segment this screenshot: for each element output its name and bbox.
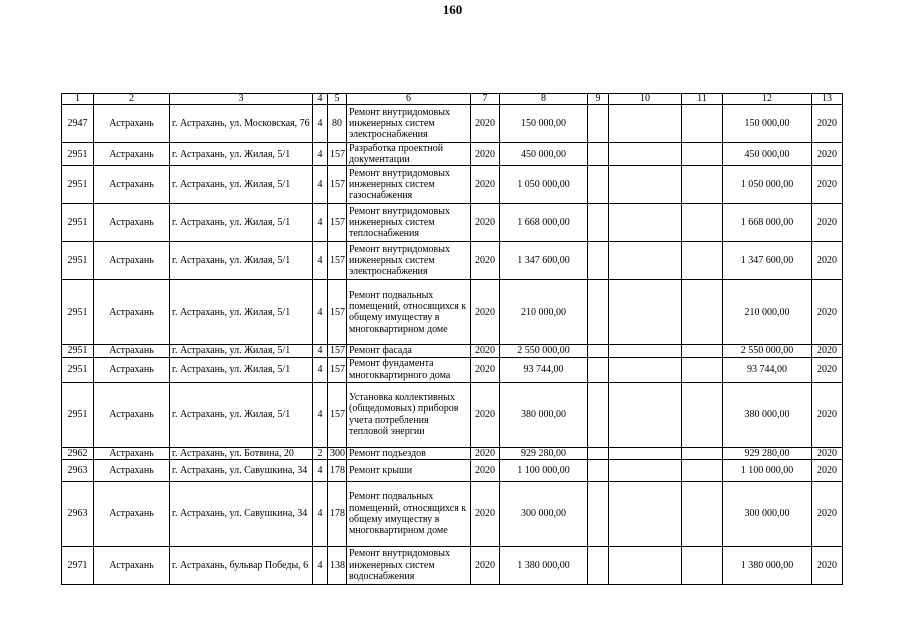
col9-cell: [588, 166, 609, 204]
column-header: 1: [62, 94, 94, 105]
apartments-cell: 157: [328, 357, 347, 382]
col10-cell: [609, 204, 682, 242]
end-year-cell: 2020: [812, 105, 843, 143]
row-id-cell: 2971: [62, 546, 94, 584]
table-row: [62, 459, 843, 481]
apartments-cell: 300: [328, 447, 347, 459]
table-row: [62, 481, 843, 546]
cost-cell: 1 347 600,00: [500, 242, 588, 280]
col11-cell: [682, 204, 723, 242]
apartments-cell: 178: [328, 481, 347, 546]
apartments-cell: 157: [328, 143, 347, 166]
col10-cell: [609, 280, 682, 345]
table-row: [62, 280, 843, 345]
work-type-cell: Ремонт подвальных помещений, относящихся к общему имуществу в многоквартирном доме: [347, 280, 471, 345]
col9-cell: [588, 280, 609, 345]
address-cell: г. Астрахань, ул. Савушкина, 34: [170, 481, 313, 546]
start-year-cell: 2020: [471, 345, 500, 357]
end-year-cell: 2020: [812, 166, 843, 204]
table-body: [62, 105, 843, 585]
start-year-cell: 2020: [471, 143, 500, 166]
row-id-cell: 2951: [62, 204, 94, 242]
total-cost-cell: 1 100 000,00: [723, 459, 812, 481]
col10-cell: [609, 481, 682, 546]
table-row: [62, 345, 843, 357]
locality-cell: Астрахань: [94, 357, 170, 382]
col11-cell: [682, 357, 723, 382]
end-year-cell: 2020: [812, 143, 843, 166]
col11-cell: [682, 143, 723, 166]
start-year-cell: 2020: [471, 105, 500, 143]
column-header: 5: [328, 94, 347, 105]
col9-cell: [588, 546, 609, 584]
end-year-cell: 2020: [812, 382, 843, 447]
col9-cell: [588, 242, 609, 280]
floors-cell: 4: [313, 166, 328, 204]
locality-cell: Астрахань: [94, 143, 170, 166]
apartments-cell: 157: [328, 204, 347, 242]
floors-cell: 4: [313, 382, 328, 447]
col11-cell: [682, 345, 723, 357]
col11-cell: [682, 459, 723, 481]
address-cell: г. Астрахань, ул. Жилая, 5/1: [170, 280, 313, 345]
row-id-cell: 2963: [62, 481, 94, 546]
column-header: 9: [588, 94, 609, 105]
locality-cell: Астрахань: [94, 459, 170, 481]
cost-cell: 1 100 000,00: [500, 459, 588, 481]
work-type-cell: Ремонт фундамента многоквартирного дома: [347, 357, 471, 382]
row-id-cell: 2962: [62, 447, 94, 459]
col11-cell: [682, 546, 723, 584]
col10-cell: [609, 166, 682, 204]
end-year-cell: 2020: [812, 357, 843, 382]
col9-cell: [588, 382, 609, 447]
col10-cell: [609, 105, 682, 143]
work-type-cell: Ремонт крыши: [347, 459, 471, 481]
table-row: [62, 546, 843, 584]
start-year-cell: 2020: [471, 546, 500, 584]
locality-cell: Астрахань: [94, 204, 170, 242]
table-row: [62, 204, 843, 242]
address-cell: г. Астрахань, ул. Жилая, 5/1: [170, 357, 313, 382]
col9-cell: [588, 105, 609, 143]
column-header: 7: [471, 94, 500, 105]
address-cell: г. Астрахань, ул. Жилая, 5/1: [170, 143, 313, 166]
work-type-cell: Ремонт внутридомовых инженерных систем газоснабжения: [347, 166, 471, 204]
address-cell: г. Астрахань, ул. Савушкина, 34: [170, 459, 313, 481]
floors-cell: 4: [313, 546, 328, 584]
row-id-cell: 2951: [62, 357, 94, 382]
column-header: 2: [94, 94, 170, 105]
column-header: 13: [812, 94, 843, 105]
column-header: 6: [347, 94, 471, 105]
end-year-cell: 2020: [812, 280, 843, 345]
total-cost-cell: 1 050 000,00: [723, 166, 812, 204]
table-row: [62, 357, 843, 382]
locality-cell: Астрахань: [94, 382, 170, 447]
start-year-cell: 2020: [471, 242, 500, 280]
start-year-cell: 2020: [471, 481, 500, 546]
column-header: 8: [500, 94, 588, 105]
floors-cell: 4: [313, 345, 328, 357]
total-cost-cell: 2 550 000,00: [723, 345, 812, 357]
col10-cell: [609, 546, 682, 584]
col11-cell: [682, 382, 723, 447]
end-year-cell: 2020: [812, 242, 843, 280]
end-year-cell: 2020: [812, 546, 843, 584]
address-cell: г. Астрахань, ул. Ботвина, 20: [170, 447, 313, 459]
row-id-cell: 2951: [62, 382, 94, 447]
column-header: 11: [682, 94, 723, 105]
repair-program-table: [61, 93, 843, 585]
floors-cell: 2: [313, 447, 328, 459]
table-row: [62, 105, 843, 143]
row-id-cell: 2951: [62, 345, 94, 357]
apartments-cell: 138: [328, 546, 347, 584]
col9-cell: [588, 357, 609, 382]
work-type-cell: Разработка проектной документации: [347, 143, 471, 166]
address-cell: г. Астрахань, ул. Жилая, 5/1: [170, 166, 313, 204]
locality-cell: Астрахань: [94, 242, 170, 280]
start-year-cell: 2020: [471, 382, 500, 447]
total-cost-cell: 380 000,00: [723, 382, 812, 447]
address-cell: г. Астрахань, ул. Жилая, 5/1: [170, 345, 313, 357]
address-cell: г. Астрахань, ул. Московская, 76: [170, 105, 313, 143]
col10-cell: [609, 345, 682, 357]
end-year-cell: 2020: [812, 204, 843, 242]
col9-cell: [588, 459, 609, 481]
work-type-cell: Ремонт подъездов: [347, 447, 471, 459]
total-cost-cell: 1 380 000,00: [723, 546, 812, 584]
locality-cell: Астрахань: [94, 447, 170, 459]
total-cost-cell: 150 000,00: [723, 105, 812, 143]
end-year-cell: 2020: [812, 447, 843, 459]
start-year-cell: 2020: [471, 459, 500, 481]
table-row: [62, 143, 843, 166]
col10-cell: [609, 242, 682, 280]
column-number-row: [62, 94, 843, 105]
row-id-cell: 2951: [62, 242, 94, 280]
floors-cell: 4: [313, 357, 328, 382]
cost-cell: 1 050 000,00: [500, 166, 588, 204]
work-type-cell: Ремонт подвальных помещений, относящихся к общему имуществу в многоквартирном доме: [347, 481, 471, 546]
apartments-cell: 157: [328, 345, 347, 357]
apartments-cell: 157: [328, 382, 347, 447]
col10-cell: [609, 459, 682, 481]
col10-cell: [609, 447, 682, 459]
work-type-cell: Ремонт внутридомовых инженерных систем электроснабжения: [347, 242, 471, 280]
col9-cell: [588, 204, 609, 242]
cost-cell: 380 000,00: [500, 382, 588, 447]
col11-cell: [682, 166, 723, 204]
cost-cell: 1 668 000,00: [500, 204, 588, 242]
work-type-cell: Установка коллективных (общедомовых) приборов учета потребления тепловой энергии: [347, 382, 471, 447]
column-header: 10: [609, 94, 682, 105]
col11-cell: [682, 105, 723, 143]
apartments-cell: 157: [328, 166, 347, 204]
table-row: [62, 447, 843, 459]
table-row: [62, 166, 843, 204]
col9-cell: [588, 447, 609, 459]
locality-cell: Астрахань: [94, 105, 170, 143]
column-header: 3: [170, 94, 313, 105]
floors-cell: 4: [313, 481, 328, 546]
locality-cell: Астрахань: [94, 546, 170, 584]
column-header: 4: [313, 94, 328, 105]
total-cost-cell: 929 280,00: [723, 447, 812, 459]
apartments-cell: 178: [328, 459, 347, 481]
floors-cell: 4: [313, 242, 328, 280]
col11-cell: [682, 481, 723, 546]
row-id-cell: 2963: [62, 459, 94, 481]
floors-cell: 4: [313, 105, 328, 143]
start-year-cell: 2020: [471, 166, 500, 204]
row-id-cell: 2951: [62, 143, 94, 166]
cost-cell: 93 744,00: [500, 357, 588, 382]
work-type-cell: Ремонт внутридомовых инженерных систем теплоснабжения: [347, 204, 471, 242]
total-cost-cell: 450 000,00: [723, 143, 812, 166]
locality-cell: Астрахань: [94, 166, 170, 204]
total-cost-cell: 300 000,00: [723, 481, 812, 546]
cost-cell: 929 280,00: [500, 447, 588, 459]
row-id-cell: 2951: [62, 166, 94, 204]
col11-cell: [682, 242, 723, 280]
start-year-cell: 2020: [471, 357, 500, 382]
col9-cell: [588, 143, 609, 166]
table-row: [62, 242, 843, 280]
apartments-cell: 80: [328, 105, 347, 143]
locality-cell: Астрахань: [94, 481, 170, 546]
col10-cell: [609, 143, 682, 166]
floors-cell: 4: [313, 143, 328, 166]
apartments-cell: 157: [328, 242, 347, 280]
start-year-cell: 2020: [471, 447, 500, 459]
col9-cell: [588, 345, 609, 357]
end-year-cell: 2020: [812, 459, 843, 481]
end-year-cell: 2020: [812, 481, 843, 546]
address-cell: г. Астрахань, ул. Жилая, 5/1: [170, 242, 313, 280]
total-cost-cell: 1 347 600,00: [723, 242, 812, 280]
floors-cell: 4: [313, 204, 328, 242]
total-cost-cell: 210 000,00: [723, 280, 812, 345]
total-cost-cell: 93 744,00: [723, 357, 812, 382]
col10-cell: [609, 382, 682, 447]
locality-cell: Астрахань: [94, 280, 170, 345]
address-cell: г. Астрахань, бульвар Победы, 6: [170, 546, 313, 584]
cost-cell: 210 000,00: [500, 280, 588, 345]
col11-cell: [682, 280, 723, 345]
col11-cell: [682, 447, 723, 459]
column-header: 12: [723, 94, 812, 105]
address-cell: г. Астрахань, ул. Жилая, 5/1: [170, 382, 313, 447]
start-year-cell: 2020: [471, 280, 500, 345]
total-cost-cell: 1 668 000,00: [723, 204, 812, 242]
floors-cell: 4: [313, 459, 328, 481]
page-number: 160: [442, 2, 463, 17]
cost-cell: 150 000,00: [500, 105, 588, 143]
row-id-cell: 2951: [62, 280, 94, 345]
apartments-cell: 157: [328, 280, 347, 345]
end-year-cell: 2020: [812, 345, 843, 357]
work-type-cell: Ремонт внутридомовых инженерных систем водоснабжения: [347, 546, 471, 584]
cost-cell: 1 380 000,00: [500, 546, 588, 584]
cost-cell: 450 000,00: [500, 143, 588, 166]
table-row: [62, 382, 843, 447]
start-year-cell: 2020: [471, 204, 500, 242]
locality-cell: Астрахань: [94, 345, 170, 357]
cost-cell: 2 550 000,00: [500, 345, 588, 357]
cost-cell: 300 000,00: [500, 481, 588, 546]
col9-cell: [588, 481, 609, 546]
work-type-cell: Ремонт внутридомовых инженерных систем электроснабжения: [347, 105, 471, 143]
row-id-cell: 2947: [62, 105, 94, 143]
address-cell: г. Астрахань, ул. Жилая, 5/1: [170, 204, 313, 242]
work-type-cell: Ремонт фасада: [347, 345, 471, 357]
floors-cell: 4: [313, 280, 328, 345]
col10-cell: [609, 357, 682, 382]
